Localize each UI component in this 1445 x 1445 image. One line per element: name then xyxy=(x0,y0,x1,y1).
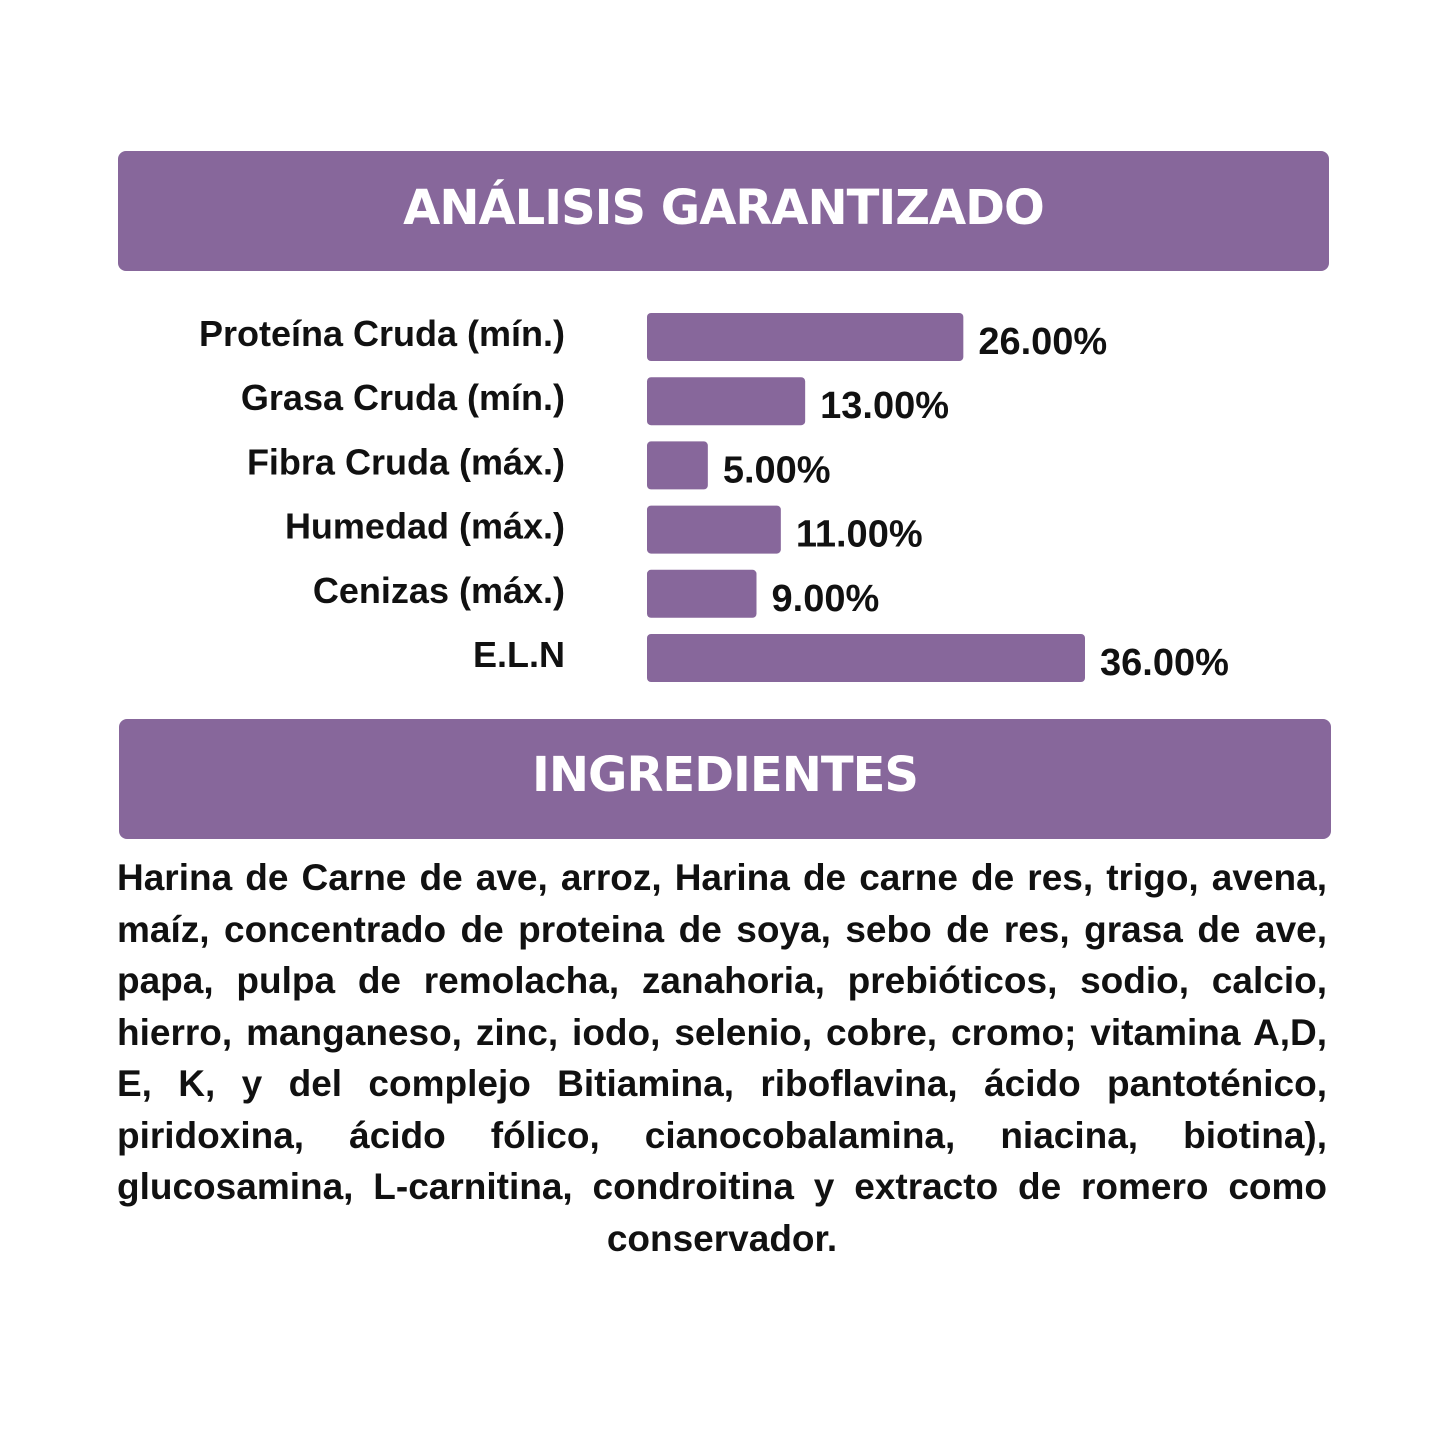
category-label: Fibra Cruda (máx.) xyxy=(246,441,565,483)
analysis-title: ANÁLISIS GARANTIZADO xyxy=(403,180,1044,236)
analysis-banner xyxy=(118,151,1329,271)
ingredients-title: INGREDIENTES xyxy=(532,747,918,803)
bar xyxy=(647,441,708,489)
value-label: 36.00% xyxy=(1100,642,1229,684)
category-label: Humedad (máx.) xyxy=(284,505,565,547)
value-label: 11.00% xyxy=(795,513,923,556)
bar xyxy=(647,634,1085,682)
ingredients-banner xyxy=(119,719,1331,839)
ingredients-text: Harina de Carne de ave, arroz, Harina de carne de res, trigo, avena, maíz, concentrado de proteina de soya, sebo de res, grasa de ave, papa, pulpa de remolacha, zanahoria, prebióticos, sodio, calcio, hierro, manganeso, zinc, iodo, selenio, cobre, cromo; vitamina A,D, E, K, y del complejo Bitiamina, riboflavina, ácido pantoténico, piridoxina, ácido fólico, cianocobalamina, niacina, biotina), glucosamina, L-carnitina, condroitina y extracto de romero como conservador. xyxy=(117,857,1327,1259)
analysis-bar-chart xyxy=(0,290,1445,700)
bar xyxy=(647,506,781,554)
category-label: E.L.N xyxy=(472,634,565,675)
value-label: 5.00% xyxy=(722,449,831,492)
value-label: 9.00% xyxy=(771,577,880,620)
category-label: Grasa Cruda (mín.) xyxy=(240,377,565,419)
category-label: Cenizas (máx.) xyxy=(312,569,565,611)
value-label: 13.00% xyxy=(820,385,950,428)
category-label: Proteína Cruda (mín.) xyxy=(198,313,565,354)
bar xyxy=(647,570,757,618)
bar xyxy=(647,377,805,425)
value-label: 26.00% xyxy=(978,321,1108,363)
bar xyxy=(647,313,963,361)
